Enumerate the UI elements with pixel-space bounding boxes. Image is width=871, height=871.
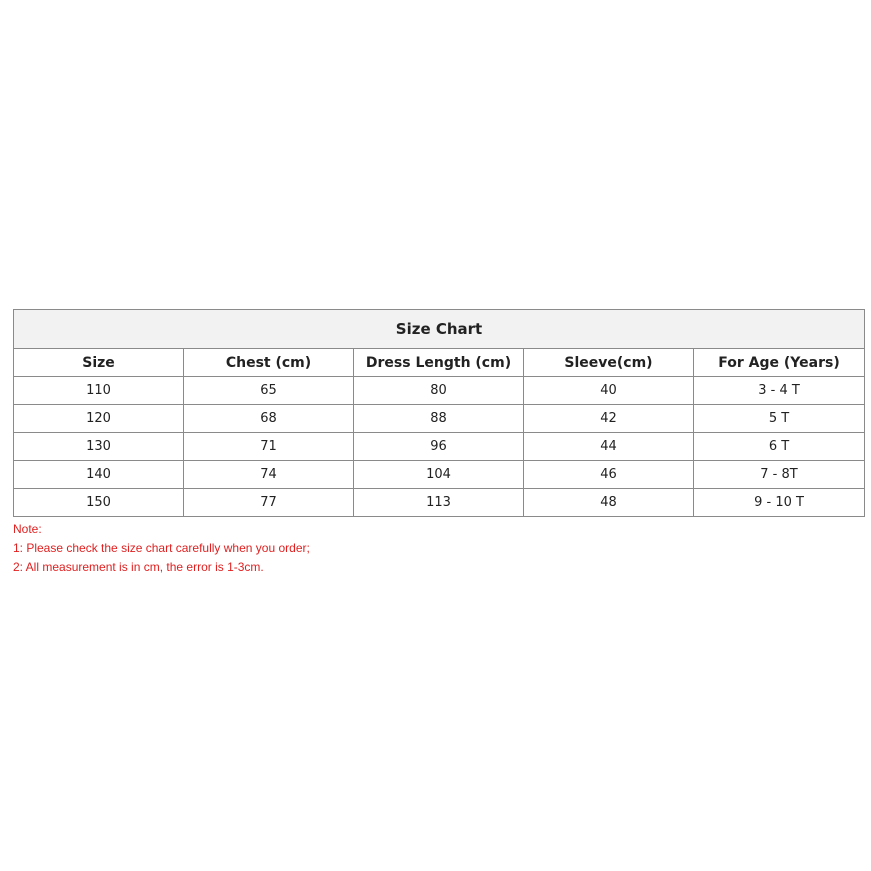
note-item: 2: All measurement is in cm, the error is 1-3cm. <box>13 560 264 574</box>
table-row <box>14 433 865 461</box>
header-size: Size <box>14 349 184 377</box>
table-cell-dress-length: 113 <box>354 489 524 517</box>
size-chart-title: Size Chart <box>14 310 865 349</box>
table-cell-dress-length: 104 <box>354 461 524 489</box>
table-cell-chest: 68 <box>184 405 354 433</box>
header-age: For Age (Years) <box>694 349 865 377</box>
table-cell-chest: 74 <box>184 461 354 489</box>
table-cell-dress-length: 80 <box>354 377 524 405</box>
table-cell-chest: 71 <box>184 433 354 461</box>
table-cell-size: 140 <box>14 461 184 489</box>
table-cell-sleeve: 40 <box>524 377 694 405</box>
table-cell-age: 6 T <box>694 433 865 461</box>
header-row <box>14 349 865 377</box>
table-cell-age: 5 T <box>694 405 865 433</box>
table-cell-age: 9 - 10 T <box>694 489 865 517</box>
table-cell-size: 120 <box>14 405 184 433</box>
note-heading: Note: <box>13 522 42 536</box>
table-row <box>14 461 865 489</box>
table-cell-size: 110 <box>14 377 184 405</box>
table-cell-dress-length: 96 <box>354 433 524 461</box>
table-cell-dress-length: 88 <box>354 405 524 433</box>
table-row <box>14 405 865 433</box>
table-cell-age: 3 - 4 T <box>694 377 865 405</box>
table-cell-age: 7 - 8T <box>694 461 865 489</box>
table-cell-sleeve: 42 <box>524 405 694 433</box>
table-cell-sleeve: 44 <box>524 433 694 461</box>
title-row <box>14 310 865 349</box>
header-dress-length: Dress Length (cm) <box>354 349 524 377</box>
table-row <box>14 489 865 517</box>
table-cell-size: 150 <box>14 489 184 517</box>
table-cell-size: 130 <box>14 433 184 461</box>
note-item: 1: Please check the size chart carefully when you order; <box>13 541 310 555</box>
header-chest: Chest (cm) <box>184 349 354 377</box>
notes-block <box>13 520 310 577</box>
table-cell-chest: 65 <box>184 377 354 405</box>
header-sleeve: Sleeve(cm) <box>524 349 694 377</box>
size-chart-table <box>13 309 865 517</box>
table-cell-sleeve: 48 <box>524 489 694 517</box>
table-row <box>14 377 865 405</box>
table-cell-chest: 77 <box>184 489 354 517</box>
table-cell-sleeve: 46 <box>524 461 694 489</box>
